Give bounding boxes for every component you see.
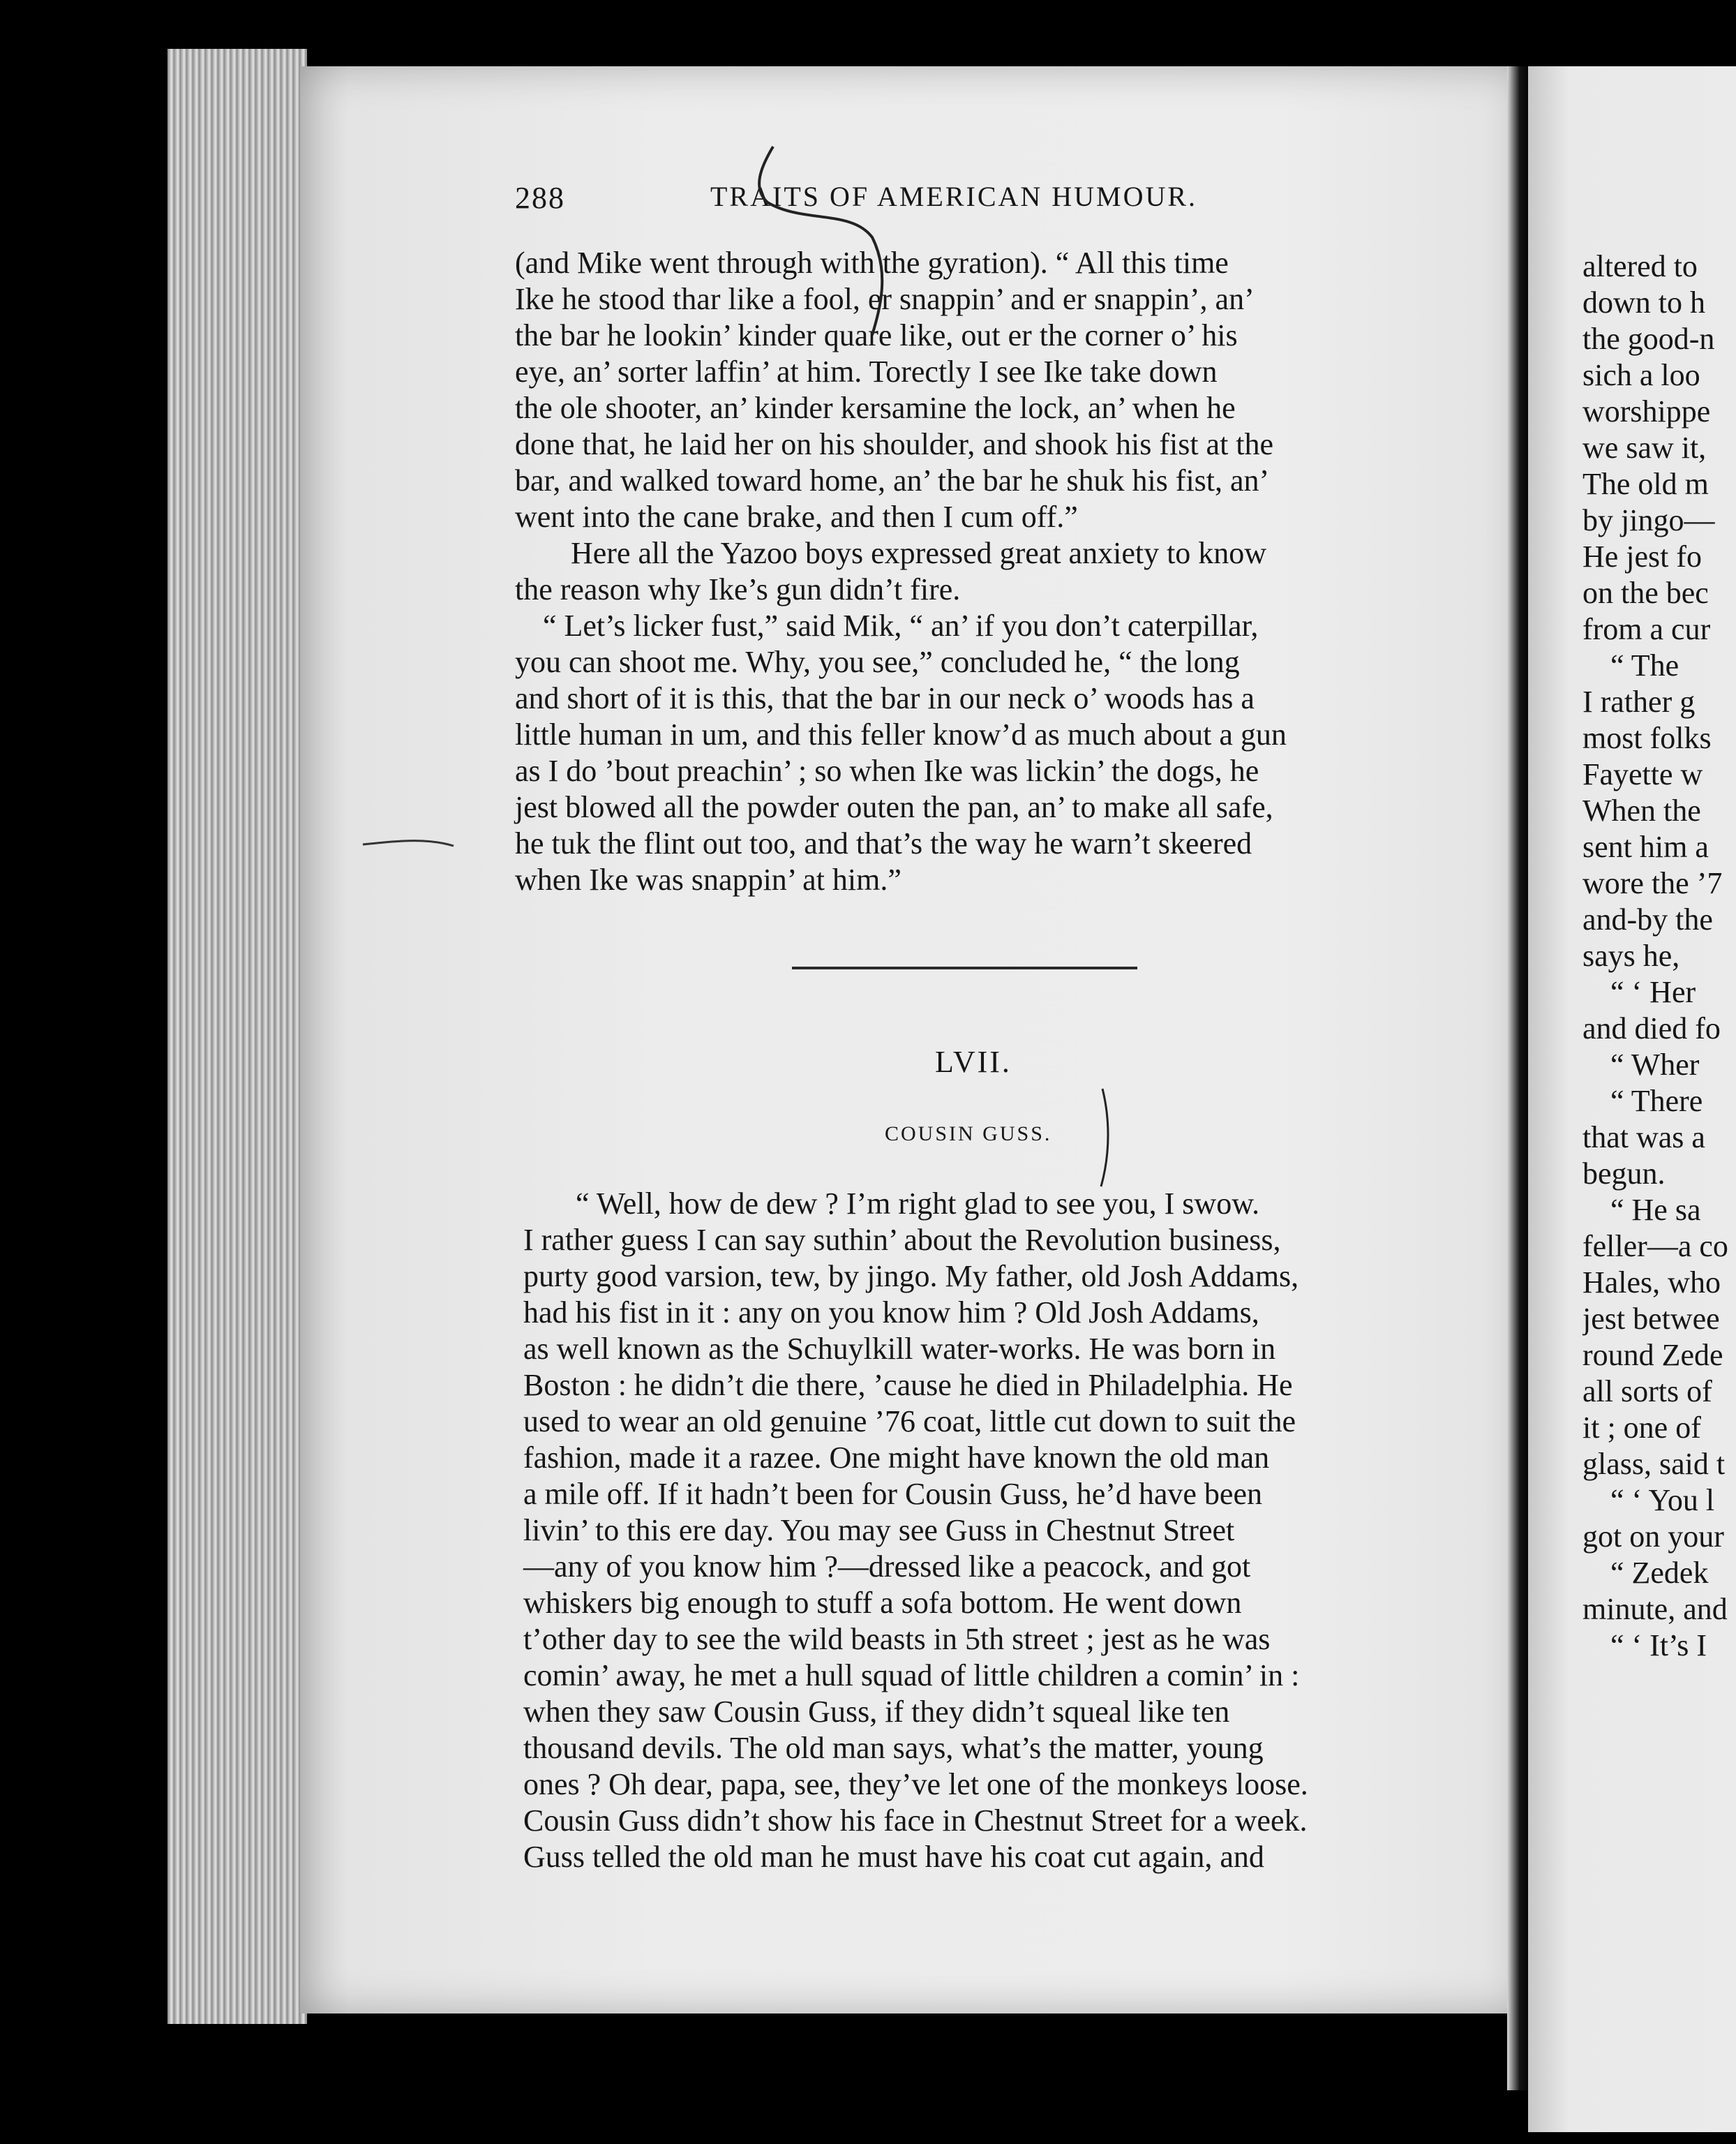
text-line: altered to bbox=[1582, 251, 1698, 283]
text-line: Boston : he didn’t die there, ’cause he died in Philadelphia. He bbox=[523, 1368, 1293, 1402]
text-line: it ; one of bbox=[1582, 1410, 1701, 1445]
text-line: the bar he lookin’ kinder quare like, out er the corner o’ his bbox=[515, 318, 1238, 352]
text-line: a mile off. If it hadn’t been for Cousin Guss, he’d have been bbox=[523, 1477, 1262, 1511]
text-line: “ He sa bbox=[1610, 1193, 1701, 1227]
text-line: the ole shooter, an’ kinder kersamine the lock, an’ when he bbox=[515, 391, 1236, 425]
text-line: when Ike was snappin’ at him.” bbox=[515, 863, 901, 897]
text-line: we saw it, bbox=[1582, 431, 1707, 465]
text-line: —any of you know him ?—dressed like a peacock, and got bbox=[523, 1549, 1251, 1584]
text-line: most folks bbox=[1582, 721, 1712, 755]
text-line: fashion, made it a razee. One might have known the old man bbox=[523, 1440, 1270, 1475]
text-line: “ Let’s licker fust,” said Mik, “ an’ if you don’t caterpillar, bbox=[543, 609, 1259, 643]
text-line: round Zede bbox=[1582, 1338, 1723, 1372]
text-line: from a cur bbox=[1582, 612, 1711, 646]
text-line: I rather g bbox=[1582, 685, 1696, 719]
text-line: on the bec bbox=[1582, 576, 1709, 610]
text-line: begun. bbox=[1582, 1156, 1666, 1191]
chapter-number: LVII. bbox=[935, 1045, 1012, 1079]
text-line: Here all the Yazoo boys expressed great anxiety to know bbox=[571, 536, 1267, 570]
text-line: Guss telled the old man he must have his coat cut again, and bbox=[523, 1840, 1264, 1874]
page-number: 288 bbox=[515, 181, 565, 215]
text-line: t’other day to see the wild beasts in 5th street ; jest as he was bbox=[523, 1622, 1271, 1656]
text-line: “ ‘ You l bbox=[1610, 1483, 1715, 1517]
running-title: TRAITS OF AMERICAN HUMOUR. bbox=[710, 181, 1198, 212]
text-line: little human in um, and this feller know’d as much about a gun bbox=[515, 717, 1287, 752]
text-line: sent him a bbox=[1582, 830, 1709, 864]
text-line: went into the cane brake, and then I cum off.” bbox=[515, 500, 1078, 534]
text-line: (and Mike went through with the gyration). “ All this time bbox=[515, 246, 1229, 280]
text-line: all sorts of bbox=[1582, 1374, 1712, 1408]
text-line: purty good varsion, tew, by jingo. My father, old Josh Addams, bbox=[523, 1259, 1299, 1293]
text-line: “ The bbox=[1610, 648, 1679, 683]
text-line: I rather guess I can say suthin’ about the Revolution business, bbox=[523, 1223, 1281, 1257]
text-line: jest betwee bbox=[1582, 1302, 1720, 1336]
text-line: when they saw Cousin Guss, if they didn’t squeal like ten bbox=[523, 1695, 1230, 1729]
text-line: down to h bbox=[1582, 285, 1705, 320]
chapter-title: COUSIN GUSS. bbox=[885, 1122, 1052, 1145]
text-line: you can shoot me. Why, you see,” concluded he, “ the long bbox=[515, 645, 1240, 679]
text-line: “ Well, how de dew ? I’m right glad to see you, I swow. bbox=[576, 1186, 1260, 1221]
text-line: glass, said t bbox=[1582, 1447, 1726, 1481]
text-line: “ There bbox=[1610, 1084, 1703, 1118]
text-line: and short of it is this, that the bar in our neck o’ woods has a bbox=[515, 681, 1255, 715]
text-line: bar, and walked toward home, an’ the bar he shuk his fist, an’ bbox=[515, 463, 1270, 498]
text-line: says he, bbox=[1582, 939, 1680, 973]
text-line: wore the ’7 bbox=[1582, 866, 1723, 900]
text-line: feller—a co bbox=[1582, 1229, 1728, 1263]
text-line: he tuk the flint out too, and that’s the way he warn’t skeered bbox=[515, 826, 1252, 861]
text-line: got on your bbox=[1582, 1519, 1724, 1554]
text-line: and-by the bbox=[1582, 902, 1713, 937]
text-line: by jingo— bbox=[1582, 503, 1715, 537]
text-line: had his fist in it : any on you know him ? Old Josh Addams, bbox=[523, 1295, 1259, 1330]
text-line: done that, he laid her on his shoulder, and shook his fist at the bbox=[515, 427, 1274, 461]
text-line: as well known as the Schuylkill water-works. He was born in bbox=[523, 1332, 1276, 1366]
text-line: and died fo bbox=[1582, 1011, 1721, 1045]
pencil-bracket-mark bbox=[1101, 1089, 1108, 1186]
text-line: “ Wher bbox=[1610, 1048, 1700, 1082]
text-line: used to wear an old genuine ’76 coat, little cut down to suit the bbox=[523, 1404, 1296, 1438]
text-line: Ike he stood thar like a fool, er snappin’ and er snappin’, an’ bbox=[515, 282, 1255, 316]
text-line: whiskers big enough to stuff a sofa bottom. He went down bbox=[523, 1586, 1242, 1620]
text-line: the good-n bbox=[1582, 322, 1715, 356]
text-line: “ ‘ It’s I bbox=[1610, 1628, 1707, 1662]
text-line: thousand devils. The old man says, what’s the matter, young bbox=[523, 1731, 1264, 1765]
text-line: “ ‘ Her bbox=[1610, 975, 1696, 1009]
text-line: as I do ’bout preachin’ ; so when Ike was lickin’ the dogs, he bbox=[515, 754, 1259, 788]
text-line: Cousin Guss didn’t show his face in Chestnut Street for a week. bbox=[523, 1803, 1308, 1838]
pencil-curve-mark bbox=[759, 147, 882, 335]
text-line: The old m bbox=[1582, 467, 1709, 501]
text-line: “ Zedek bbox=[1610, 1556, 1709, 1590]
text-line: sich a loo bbox=[1582, 358, 1700, 392]
text-line: Fayette w bbox=[1582, 757, 1703, 791]
text-line: ones ? Oh dear, papa, see, they’ve let one of the monkeys loose. bbox=[523, 1767, 1308, 1801]
text-line: He jest fo bbox=[1582, 539, 1703, 574]
text-line: worshippe bbox=[1582, 394, 1711, 429]
pencil-margin-mark bbox=[363, 841, 454, 846]
text-line: the reason why Ike’s gun didn’t fire. bbox=[515, 572, 961, 606]
text-line: When the bbox=[1582, 794, 1701, 828]
text-line: minute, and bbox=[1582, 1592, 1728, 1626]
text-line: jest blowed all the powder outen the pan, an’ to make all safe, bbox=[515, 790, 1273, 824]
text-line: eye, an’ sorter laffin’ at him. Torectly I see Ike take down bbox=[515, 355, 1218, 389]
text-line: that was a bbox=[1582, 1120, 1705, 1154]
text-line: livin’ to this ere day. You may see Guss in Chestnut Street bbox=[523, 1513, 1235, 1547]
text-line: comin’ away, he met a hull squad of little children a comin’ in : bbox=[523, 1658, 1300, 1692]
text-line: Hales, who bbox=[1582, 1265, 1721, 1300]
